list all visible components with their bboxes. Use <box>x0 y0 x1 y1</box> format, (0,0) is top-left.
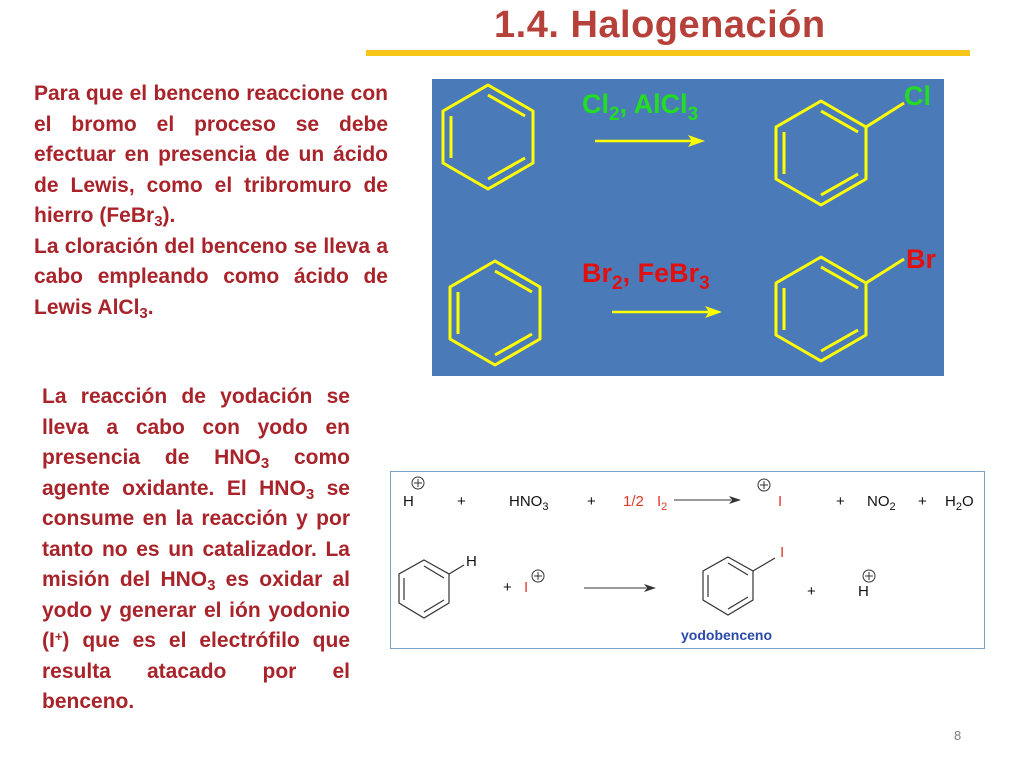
text-segment: es oxidar al yodo y generar el ión yodonio (I <box>42 568 350 652</box>
text-segment: La cloración del benceno se lleva a cabo empleando como ácido de Lewis AlCl <box>34 234 388 319</box>
text-segment: ). <box>162 204 176 227</box>
paragraph-bromination-text <box>34 79 388 232</box>
subscript: 3 <box>207 577 216 594</box>
benzene-ring-icon <box>443 85 533 189</box>
proton-label: H <box>403 493 414 510</box>
charge-plus-icon <box>758 479 770 491</box>
plus-sign: + <box>587 493 596 510</box>
bromobenzene-ring-icon <box>776 257 904 361</box>
bromine-substituent-label: Br <box>906 244 937 274</box>
subscript: 3 <box>305 485 315 503</box>
reaction-arrow-icon <box>612 306 722 318</box>
paragraph-bromination <box>34 79 388 323</box>
benzene-ring-icon <box>399 560 464 618</box>
iodination-scheme-svg <box>391 472 984 648</box>
nitrogen-dioxide-label: $NO_2$ <box>867 493 896 513</box>
reaction-arrow-icon <box>584 584 656 592</box>
chlorination-reagents: $Cl_2$, AlCl$_3$ <box>582 89 699 125</box>
text-segment: se consume en la reacción y por tanto no es un catalizador. La misión del HNO <box>42 476 350 591</box>
title-underline <box>366 50 970 56</box>
iodonium-label: I <box>778 493 783 510</box>
text-segment: ) que es el electrófilo que resulta atacado por el benceno. <box>42 629 350 713</box>
product-name-label: yodobenceno <box>681 627 773 643</box>
subscript: 3 <box>260 455 270 472</box>
subscript: 3 <box>139 304 148 322</box>
plus-sign: + <box>503 579 512 596</box>
iodonium-label: I <box>524 579 529 596</box>
text-segment: como agente oxidante. El HNO <box>42 446 350 500</box>
plus-sign: + <box>807 583 816 600</box>
plus-sign: + <box>457 493 466 510</box>
paragraph-iodination <box>42 382 350 718</box>
iodine-label: $I_2$ <box>657 493 668 513</box>
charge-plus-icon <box>532 570 544 582</box>
page-number: 8 <box>954 728 962 743</box>
iodine-substituent-label: I <box>780 544 785 561</box>
text-segment: La reacción de yodación se lleva a cabo con yodo en presencia de HNO <box>42 385 350 469</box>
subscript: 3 <box>154 213 163 230</box>
plus-sign: + <box>918 493 927 510</box>
charge-plus-icon <box>412 477 424 489</box>
text-segment: . <box>147 295 154 319</box>
water-label: $H_2O$ <box>945 493 974 513</box>
benzene-ring-icon <box>450 261 540 365</box>
bromination-reagents: $Br_2$, FeBr$_3$ <box>582 258 710 294</box>
plus-sign: + <box>836 493 845 510</box>
charge-plus-icon <box>863 570 875 582</box>
nitric-acid-label: $HNO_3$ <box>509 493 549 513</box>
half-coefficient: 1/2 <box>623 493 644 510</box>
chlorobenzene-ring-icon <box>776 101 904 205</box>
page-title: 1.4. Halogenación <box>494 4 826 46</box>
reaction-arrow-icon <box>595 135 705 147</box>
paragraph-chlorination-text <box>34 232 388 324</box>
chlorine-substituent-label: Cl <box>904 81 931 111</box>
halogenation-reactions-panel <box>432 79 944 376</box>
hydrogen-substituent-label: H <box>466 553 477 570</box>
proton-label: H <box>858 583 869 600</box>
iodination-scheme-panel <box>390 471 985 649</box>
superscript: + <box>54 629 63 644</box>
halogenation-scheme-svg <box>432 79 944 376</box>
reaction-arrow-icon <box>674 496 741 504</box>
iodobenzene-ring-icon <box>703 557 775 615</box>
text-segment: Para que el benceno reaccione con el bromo el proceso se debe efectuar en presencia de un ácido de Lewis, como el tribromuro de hierro (FeBr <box>34 82 388 227</box>
